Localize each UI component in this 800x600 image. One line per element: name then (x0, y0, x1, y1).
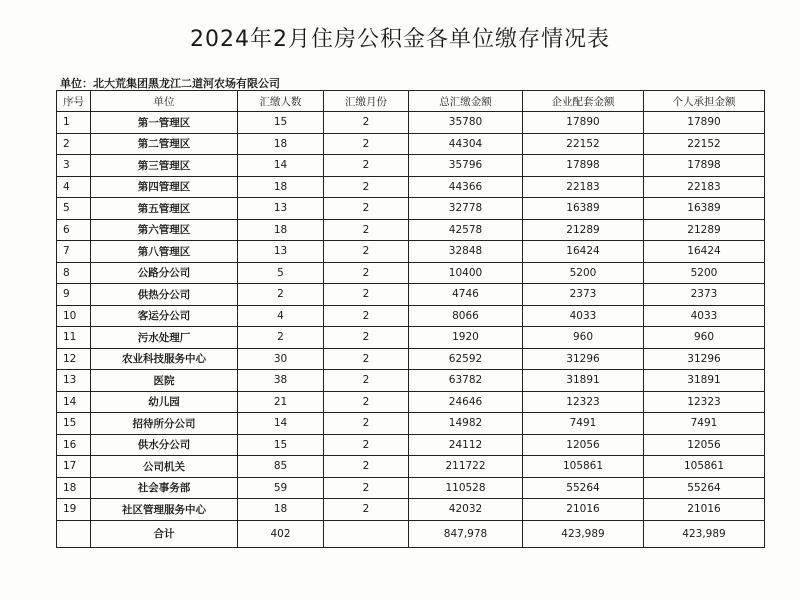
cell-personal: 16389 (644, 198, 765, 220)
cell-months: 2 (324, 262, 409, 284)
header-cell-total: 总汇缴金额 (409, 91, 523, 112)
cell-months: 2 (324, 370, 409, 392)
table-row (57, 477, 765, 499)
cell-people: 85 (238, 456, 324, 478)
cell-company: 12056 (523, 434, 644, 456)
cell-total: 10400 (409, 262, 523, 284)
header-cell-personal: 个人承担金额 (644, 91, 765, 112)
cell-total: 44304 (409, 133, 523, 155)
cell-no: 2 (57, 133, 91, 155)
cell-people: 18 (238, 176, 324, 198)
cell-personal: 960 (644, 327, 765, 349)
cell-total: 24646 (409, 391, 523, 413)
total-cell-no (57, 520, 91, 547)
cell-unit-name: 社会事务部 (91, 477, 238, 499)
cell-unit-name: 客运分公司 (91, 305, 238, 327)
cell-unit-name: 社区管理服务中心 (91, 499, 238, 521)
cell-company: 12323 (523, 391, 644, 413)
cell-company: 22183 (523, 176, 644, 198)
cell-no: 18 (57, 477, 91, 499)
cell-people: 15 (238, 434, 324, 456)
table-row (57, 499, 765, 521)
cell-personal: 22183 (644, 176, 765, 198)
cell-unit-name: 第三管理区 (91, 155, 238, 177)
cell-no: 15 (57, 413, 91, 435)
cell-company: 16424 (523, 241, 644, 263)
cell-months: 2 (324, 133, 409, 155)
cell-people: 18 (238, 499, 324, 521)
cell-company: 16389 (523, 198, 644, 220)
cell-no: 11 (57, 327, 91, 349)
cell-unit-name: 医院 (91, 370, 238, 392)
cell-personal: 105861 (644, 456, 765, 478)
cell-unit-name: 公司机关 (91, 456, 238, 478)
header-cell-no: 序号 (57, 91, 91, 112)
cell-no: 8 (57, 262, 91, 284)
cell-people: 18 (238, 219, 324, 241)
cell-unit-name: 污水处理厂 (91, 327, 238, 349)
table-row (57, 241, 765, 263)
cell-unit-name: 幼儿园 (91, 391, 238, 413)
cell-company: 105861 (523, 456, 644, 478)
cell-months: 2 (324, 434, 409, 456)
cell-personal: 4033 (644, 305, 765, 327)
cell-personal: 16424 (644, 241, 765, 263)
cell-people: 21 (238, 391, 324, 413)
cell-personal: 17898 (644, 155, 765, 177)
cell-company: 21016 (523, 499, 644, 521)
cell-no: 9 (57, 284, 91, 306)
cell-months: 2 (324, 456, 409, 478)
cell-personal: 5200 (644, 262, 765, 284)
cell-months: 2 (324, 413, 409, 435)
cell-personal: 21289 (644, 219, 765, 241)
cell-personal: 12323 (644, 391, 765, 413)
table-header-row (57, 91, 765, 112)
cell-total: 1920 (409, 327, 523, 349)
cell-personal: 12056 (644, 434, 765, 456)
cell-unit-name: 招待所分公司 (91, 413, 238, 435)
cell-total: 44366 (409, 176, 523, 198)
cell-people: 14 (238, 155, 324, 177)
cell-unit-name: 第八管理区 (91, 241, 238, 263)
table-row (57, 284, 765, 306)
cell-no: 17 (57, 456, 91, 478)
page-title: 2024年2月住房公积金各单位缴存情况表 (190, 27, 610, 52)
table-row (57, 413, 765, 435)
total-cell-months (324, 520, 409, 547)
cell-unit-name: 第六管理区 (91, 219, 238, 241)
cell-no: 10 (57, 305, 91, 327)
cell-people: 38 (238, 370, 324, 392)
cell-no: 16 (57, 434, 91, 456)
cell-total: 24112 (409, 434, 523, 456)
cell-months: 2 (324, 391, 409, 413)
cell-company: 4033 (523, 305, 644, 327)
total-cell-total: 847,978 (409, 520, 523, 547)
cell-total: 42578 (409, 219, 523, 241)
cell-months: 2 (324, 112, 409, 134)
cell-months: 2 (324, 219, 409, 241)
table-row (57, 219, 765, 241)
cell-total: 42032 (409, 499, 523, 521)
table-row (57, 176, 765, 198)
table-row (57, 348, 765, 370)
table-row (57, 391, 765, 413)
cell-no: 3 (57, 155, 91, 177)
cell-months: 2 (324, 499, 409, 521)
cell-months: 2 (324, 198, 409, 220)
cell-months: 2 (324, 327, 409, 349)
table-row (57, 456, 765, 478)
unit-label: 单位：北大荒集团黑龙江二道河农场有限公司 (60, 77, 280, 90)
cell-company: 17890 (523, 112, 644, 134)
cell-total: 8066 (409, 305, 523, 327)
header-cell-unit: 单位 (91, 91, 238, 112)
cell-months: 2 (324, 155, 409, 177)
total-cell-company: 423,989 (523, 520, 644, 547)
cell-months: 2 (324, 348, 409, 370)
cell-total: 35796 (409, 155, 523, 177)
cell-personal: 55264 (644, 477, 765, 499)
cell-no: 14 (57, 391, 91, 413)
cell-personal: 31296 (644, 348, 765, 370)
cell-total: 63782 (409, 370, 523, 392)
cell-no: 6 (57, 219, 91, 241)
cell-total: 32848 (409, 241, 523, 263)
table-row (57, 133, 765, 155)
cell-no: 13 (57, 370, 91, 392)
contribution-table (56, 90, 765, 548)
cell-unit-name: 第二管理区 (91, 133, 238, 155)
cell-people: 13 (238, 198, 324, 220)
table-row (57, 198, 765, 220)
cell-people: 14 (238, 413, 324, 435)
cell-people: 5 (238, 262, 324, 284)
cell-total: 14982 (409, 413, 523, 435)
cell-months: 2 (324, 241, 409, 263)
cell-company: 5200 (523, 262, 644, 284)
cell-company: 2373 (523, 284, 644, 306)
cell-months: 2 (324, 176, 409, 198)
cell-unit-name: 供热分公司 (91, 284, 238, 306)
cell-people: 18 (238, 133, 324, 155)
cell-total: 32778 (409, 198, 523, 220)
table-row (57, 434, 765, 456)
cell-unit-name: 第五管理区 (91, 198, 238, 220)
table-row (57, 305, 765, 327)
cell-total: 62592 (409, 348, 523, 370)
cell-company: 31296 (523, 348, 644, 370)
cell-unit-name: 公路分公司 (91, 262, 238, 284)
total-cell-unit-name: 合计 (91, 520, 238, 547)
cell-personal: 2373 (644, 284, 765, 306)
cell-personal: 31891 (644, 370, 765, 392)
total-cell-people: 402 (238, 520, 324, 547)
cell-no: 4 (57, 176, 91, 198)
cell-company: 31891 (523, 370, 644, 392)
total-cell-personal: 423,989 (644, 520, 765, 547)
header-cell-months: 汇缴月份 (324, 91, 409, 112)
cell-no: 7 (57, 241, 91, 263)
cell-no: 12 (57, 348, 91, 370)
cell-company: 55264 (523, 477, 644, 499)
cell-people: 2 (238, 284, 324, 306)
cell-people: 15 (238, 112, 324, 134)
table-body (57, 112, 765, 548)
cell-months: 2 (324, 284, 409, 306)
cell-unit-name: 农业科技服务中心 (91, 348, 238, 370)
cell-people: 59 (238, 477, 324, 499)
header-cell-people: 汇缴人数 (238, 91, 324, 112)
cell-months: 2 (324, 477, 409, 499)
total-row (57, 520, 765, 547)
cell-people: 4 (238, 305, 324, 327)
cell-company: 7491 (523, 413, 644, 435)
header-cell-company: 企业配套金额 (523, 91, 644, 112)
cell-company: 17898 (523, 155, 644, 177)
table-row (57, 155, 765, 177)
table-row (57, 112, 765, 134)
cell-company: 960 (523, 327, 644, 349)
cell-no: 1 (57, 112, 91, 134)
cell-personal: 7491 (644, 413, 765, 435)
table-row (57, 262, 765, 284)
cell-people: 13 (238, 241, 324, 263)
cell-personal: 22152 (644, 133, 765, 155)
cell-unit-name: 第一管理区 (91, 112, 238, 134)
cell-months: 2 (324, 305, 409, 327)
cell-personal: 17890 (644, 112, 765, 134)
cell-total: 4746 (409, 284, 523, 306)
cell-total: 211722 (409, 456, 523, 478)
cell-unit-name: 供水分公司 (91, 434, 238, 456)
cell-people: 30 (238, 348, 324, 370)
cell-company: 22152 (523, 133, 644, 155)
cell-unit-name: 第四管理区 (91, 176, 238, 198)
cell-personal: 21016 (644, 499, 765, 521)
cell-total: 110528 (409, 477, 523, 499)
cell-total: 35780 (409, 112, 523, 134)
table-row (57, 327, 765, 349)
cell-no: 5 (57, 198, 91, 220)
table-row (57, 370, 765, 392)
cell-company: 21289 (523, 219, 644, 241)
cell-people: 2 (238, 327, 324, 349)
cell-no: 19 (57, 499, 91, 521)
